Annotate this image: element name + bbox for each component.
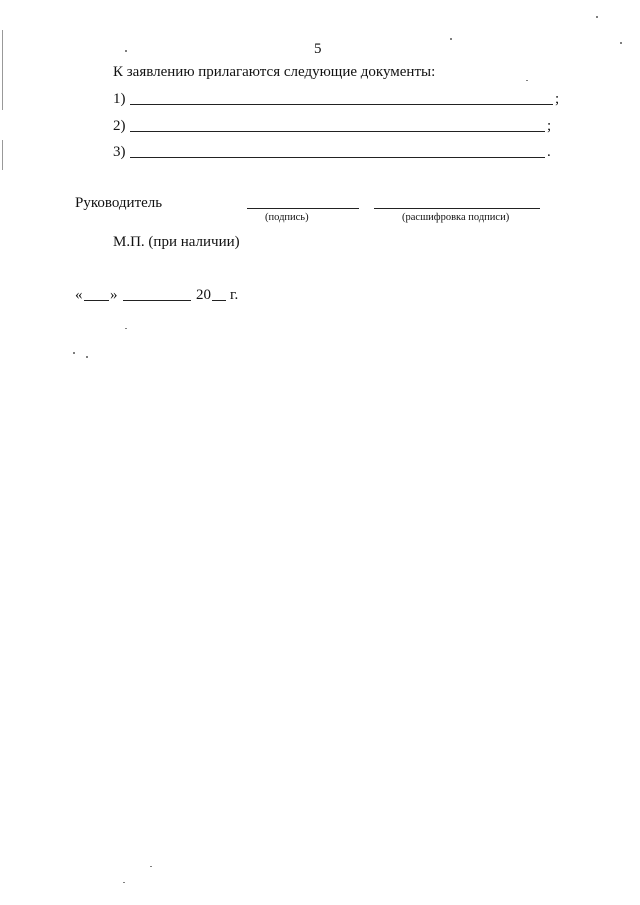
page-number: 5 <box>314 41 322 57</box>
date-day-line[interactable] <box>84 300 109 301</box>
date-open-quote: « <box>75 287 83 303</box>
attachment-item-number: 2) <box>113 118 126 134</box>
date-close-quote: » <box>110 287 118 303</box>
date-year-prefix: 20 <box>196 287 211 303</box>
signature-decoding-line[interactable] <box>374 208 540 209</box>
scan-speck <box>150 866 152 867</box>
scan-speck <box>123 882 125 883</box>
attachment-item-number: 1) <box>113 91 126 107</box>
scan-speck <box>86 356 88 358</box>
role-label: Руководитель <box>75 195 163 211</box>
scan-speck <box>620 42 622 44</box>
scan-speck <box>125 50 127 52</box>
attachments-heading: К заявлению прилагаются следующие документы: <box>113 64 436 80</box>
signature-decoding-caption: (расшифровка подписи) <box>402 212 510 223</box>
scan-speck <box>450 38 452 40</box>
attachment-item-end: ; <box>555 91 560 107</box>
scan-speck <box>125 328 127 329</box>
scan-edge-mark <box>2 140 3 170</box>
scan-speck <box>73 352 75 354</box>
attachment-item-line[interactable] <box>130 157 545 158</box>
attachment-item-number: 3) <box>113 144 126 160</box>
date-year-line[interactable] <box>212 300 226 301</box>
attachment-item-end: ; <box>547 118 552 134</box>
attachment-item-line[interactable] <box>130 104 553 105</box>
scan-speck <box>526 80 528 81</box>
seal-label: М.П. (при наличии) <box>113 234 240 250</box>
signature-caption: (подпись) <box>265 212 309 223</box>
scan-speck <box>596 16 598 18</box>
signature-line[interactable] <box>247 208 359 209</box>
date-year-suffix: г. <box>230 287 239 303</box>
attachment-item-end: . <box>547 144 551 160</box>
attachment-item-line[interactable] <box>130 131 545 132</box>
date-month-line[interactable] <box>123 300 191 301</box>
scan-edge-mark <box>2 30 3 110</box>
